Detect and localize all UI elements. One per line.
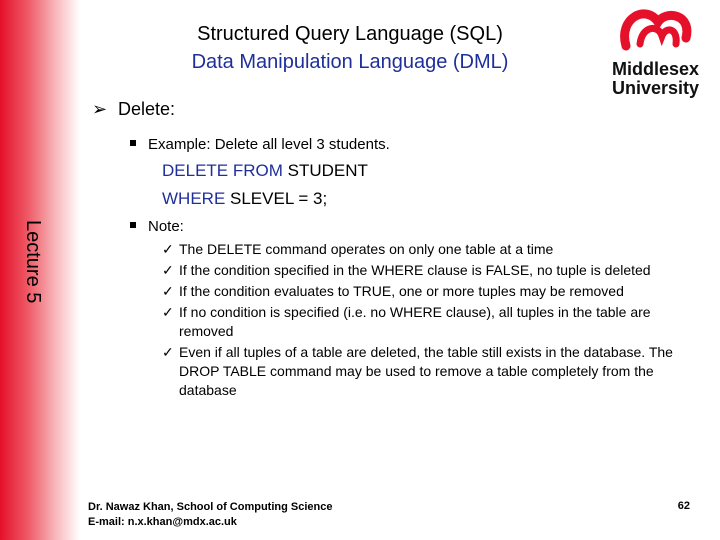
code-table: STUDENT	[282, 161, 368, 180]
note-item	[162, 240, 702, 259]
check-icon: ✓	[162, 304, 174, 320]
arrow-bullet-icon: ➢	[92, 99, 108, 119]
bullet-delete-text: Delete:	[118, 99, 176, 119]
code-line-1	[162, 160, 368, 182]
check-icon: ✓	[162, 283, 174, 299]
bullet-note	[130, 217, 184, 237]
logo-line-1: Middlesex	[612, 59, 700, 79]
note-item	[162, 261, 702, 280]
bullet-delete	[92, 98, 175, 120]
page-number: 62	[677, 500, 690, 512]
bullet-example-text: Example: Delete all level 3 students.	[148, 136, 390, 153]
footer-author: Dr. Nawaz Khan, School of Computing Science	[88, 501, 333, 513]
bullet-note-text: Note:	[148, 218, 184, 235]
code-condition: SLEVEL = 3;	[225, 189, 328, 208]
slide-title: Structured Query Language (SQL)	[197, 23, 503, 45]
note-text: Even if all tuples of a table are deleted, the table still exists in the database. The DROP TABLE command may be used to remove a table completely from the database	[179, 344, 673, 398]
bullet-example	[130, 135, 390, 155]
square-bullet-icon	[130, 140, 136, 146]
note-text: If no condition is specified (i.e. no WHERE clause), all tuples in the table are removed	[179, 304, 651, 339]
note-text: The DELETE command operates on only one table at a time	[179, 241, 554, 257]
note-list	[162, 240, 702, 402]
note-text: If the condition evaluates to TRUE, one or more tuples may be removed	[179, 283, 624, 299]
logo-line-2: University	[612, 78, 700, 98]
note-item	[162, 282, 702, 301]
lecture-label: Lecture 5	[22, 220, 44, 304]
check-icon: ✓	[162, 262, 174, 278]
square-bullet-icon	[130, 222, 136, 228]
note-text: If the condition specified in the WHERE clause is FALSE, no tuple is deleted	[179, 262, 651, 278]
footer-email: E-mail: n.x.khan@mdx.ac.uk	[88, 516, 237, 528]
code-keyword-delete-from: DELETE FROM	[162, 161, 283, 180]
code-keyword-where: WHERE	[162, 189, 226, 208]
check-icon: ✓	[162, 241, 174, 257]
note-item	[162, 303, 702, 341]
code-line-2	[162, 188, 327, 210]
logo-text	[612, 60, 702, 98]
footer	[88, 500, 332, 530]
check-icon: ✓	[162, 344, 174, 360]
note-item	[162, 343, 702, 400]
slide-subtitle: Data Manipulation Language (DML)	[191, 51, 509, 73]
